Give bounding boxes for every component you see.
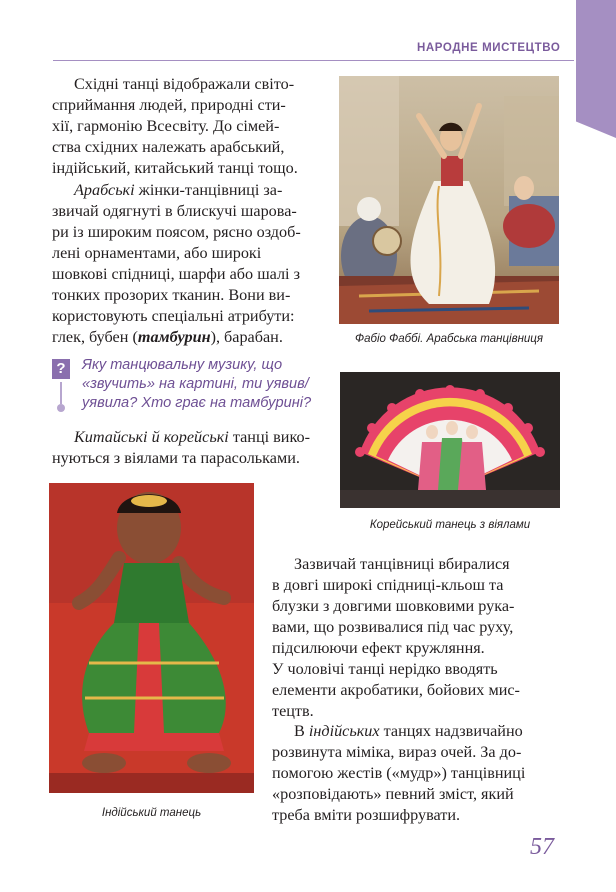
text-line: «розповідають» певний зміст, який [272, 785, 514, 803]
text-line: лені орнаментами, або широкі [52, 244, 262, 262]
italic-term: Арабські [74, 181, 135, 199]
text-line: елементи акробатики, бойових мис- [272, 681, 520, 699]
text-line: блузки з довгими шовковими рука- [272, 597, 515, 615]
question-block [52, 356, 314, 413]
running-head: НАРОДНЕ МИСТЕЦТВО [417, 42, 561, 54]
paragraph-indian-dances [272, 721, 561, 826]
caption-indian: Індійський танець [101, 807, 202, 819]
paragraph-eastern-dances [52, 74, 314, 179]
text-fragment: ), барабан. [210, 328, 283, 346]
italic-term: Китайські й корейські [74, 428, 229, 446]
question-line: уявила? Хто грає на тамбурині? [82, 395, 312, 411]
text-line: нуються з віялами та парасольками. [52, 449, 300, 467]
text-fragment: глек, бубен ( [52, 328, 138, 346]
question-dot [57, 404, 65, 412]
question-line: «звучить» на картині, ти уявив/ [82, 376, 309, 392]
text-line: ства східних належать арабський, [52, 138, 285, 156]
bold-italic-term: тамбурин [137, 328, 211, 346]
text-line: підсилюючи ефект кружляння. [272, 639, 485, 657]
text-line: сприймання людей, природні сти- [52, 96, 286, 114]
paragraph-costumes [272, 554, 561, 722]
text-line: в довгі широкі спідниці-кльош та [272, 576, 504, 594]
question-line: Яку танцювальну музику, що [82, 357, 283, 373]
chapter-tab [576, 0, 616, 138]
text-line: вами, що розвивалися під час руху, [272, 618, 514, 636]
question-text [82, 356, 314, 413]
text-line: Зазвичай танцівниці вбиралися [294, 555, 510, 573]
italic-term: індійських [308, 722, 380, 740]
indian-dance-photo [49, 483, 254, 793]
text-line: тецтв. [272, 702, 314, 720]
arab-dancer-painting [339, 76, 559, 324]
text-line: хії, гармонію Всесвіту. До сімей- [52, 117, 280, 135]
text-line: тонких прозорих тканин. Вони ви- [52, 286, 291, 304]
text-line: шовкові спідниці, шарфи або шалі з [52, 265, 300, 283]
text-fragment: танці вико- [228, 428, 310, 446]
text-fragment: жінки-танцівниці за- [134, 181, 283, 199]
text-line: помогою жестів («мудр») танцівниці [272, 764, 526, 782]
caption-korean: Корейський танець з віялами [369, 519, 531, 531]
text-line: звичай одягнуті в блискучі шарова- [52, 202, 297, 220]
caption-arab: Фабіо Фаббі. Арабська танцівниця [354, 333, 544, 345]
text-line: розвинута міміка, вираз очей. За до- [272, 743, 522, 761]
text-line: Східні танці відображали світо- [74, 75, 295, 93]
text-line: У чоловічі танці нерідко вводять [272, 660, 498, 678]
korean-fan-dance-photo [340, 372, 560, 508]
text-line: індійський, китайський танці тощо. [52, 159, 298, 177]
text-line: користовують спеціальні атрибути: [52, 307, 295, 325]
paragraph-arabic-dancers [52, 180, 314, 348]
text-line: ри із широким поясом, рясно оздоб- [52, 223, 301, 241]
paragraph-chinese-korean [52, 427, 314, 469]
text-fragment: танцях надзвичайно [379, 722, 523, 740]
question-rule [60, 382, 62, 404]
header-rule [53, 60, 574, 61]
text-line: треба вміти розшифрувати. [272, 806, 461, 824]
text-fragment: В [294, 722, 309, 740]
question-mark-icon: ? [52, 359, 70, 379]
page-number: 57 [530, 834, 554, 860]
